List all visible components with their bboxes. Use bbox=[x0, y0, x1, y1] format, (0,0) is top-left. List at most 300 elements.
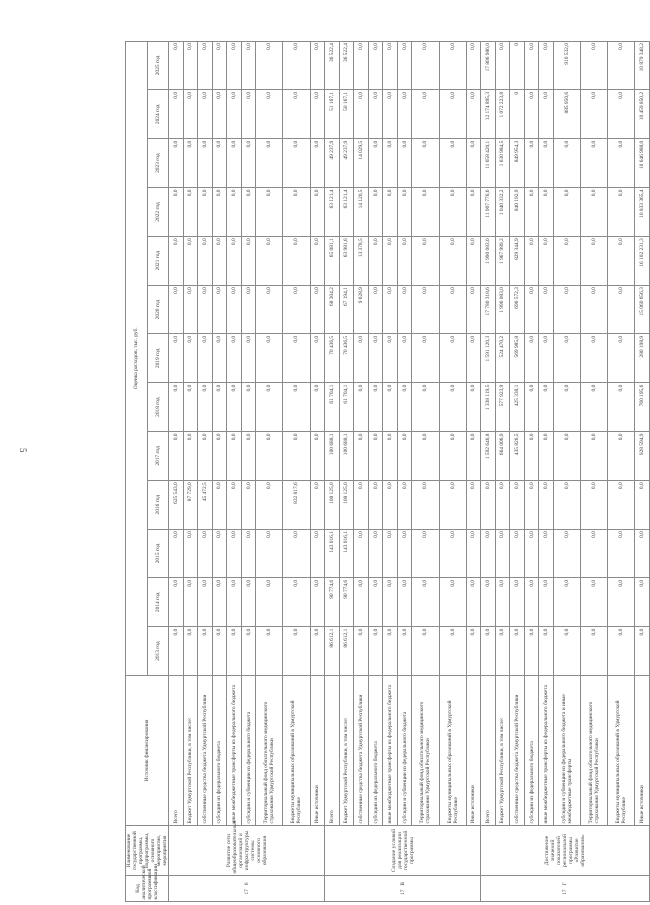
funding-source: Территориальный фонд обязательного медицинского страхования Удмуртской Республики bbox=[412, 676, 439, 826]
amount-cell: 0,0 bbox=[227, 236, 242, 285]
amount-cell: 86 612,1 bbox=[339, 627, 354, 676]
amount-cell: 0,0 bbox=[397, 529, 412, 578]
amount-cell: 68 304,2 bbox=[325, 285, 340, 334]
amount-cell: 0,0 bbox=[495, 627, 510, 676]
amount-cell: 0,0 bbox=[466, 236, 481, 285]
amount-cell: 0,0 bbox=[227, 41, 242, 90]
amount-cell: 0,0 bbox=[397, 188, 412, 237]
amount-cell: 0,0 bbox=[439, 480, 466, 529]
amount-cell: 0,0 bbox=[466, 432, 481, 481]
amount-cell: 0,0 bbox=[310, 578, 325, 627]
amount-cell: 0,0 bbox=[368, 188, 383, 237]
amount-cell: 0,0 bbox=[539, 480, 554, 529]
table-row bbox=[283, 41, 310, 901]
amount-cell: 0,0 bbox=[608, 90, 635, 139]
amount-cell: 108 125,0 bbox=[339, 480, 354, 529]
amount-cell: 0,0 bbox=[539, 139, 554, 188]
table-row bbox=[310, 41, 325, 901]
block-code-program: 17 bbox=[399, 889, 406, 895]
amount-cell: 885 950,6 bbox=[553, 90, 580, 139]
amount-cell: 0,0 bbox=[198, 529, 213, 578]
amount-cell: 0,0 bbox=[383, 627, 398, 676]
amount-cell: 0,0 bbox=[466, 90, 481, 139]
amount-cell: 0,0 bbox=[439, 529, 466, 578]
table-row bbox=[553, 41, 580, 901]
amount-cell: 0,0 bbox=[383, 480, 398, 529]
amount-cell: 0,0 bbox=[524, 383, 539, 432]
funding-source: Территориальный фонд обязательного медицинского страхования Удмуртской Республики bbox=[256, 676, 283, 826]
amount-cell: 0,0 bbox=[183, 90, 198, 139]
amount-cell: 0,0 bbox=[524, 529, 539, 578]
amount-cell: 0,0 bbox=[354, 41, 369, 90]
amount-cell: 0,0 bbox=[466, 41, 481, 90]
amount-cell: 0,0 bbox=[539, 90, 554, 139]
amount-cell: 1 040 332,2 bbox=[495, 188, 510, 237]
amount-cell: 0,0 bbox=[383, 285, 398, 334]
amount-cell: 0,0 bbox=[539, 41, 554, 90]
amount-cell: 10 646 988,0 bbox=[635, 139, 650, 188]
amount-cell: 0,0 bbox=[466, 627, 481, 676]
amount-cell: 0,0 bbox=[183, 529, 198, 578]
amount-cell: 0,0 bbox=[439, 627, 466, 676]
funding-source: Бюджеты муниципальных образований в Удмуртской Республике bbox=[439, 676, 466, 826]
amount-cell: 0,0 bbox=[310, 432, 325, 481]
amount-cell: 0,0 bbox=[539, 334, 554, 383]
amount-cell: 0,0 bbox=[256, 139, 283, 188]
amount-cell: 1 996 083,0 bbox=[495, 285, 510, 334]
amount-cell: 0,0 bbox=[212, 334, 227, 383]
amount-cell: 0,0 bbox=[581, 139, 608, 188]
amount-cell: 0,0 bbox=[635, 480, 650, 529]
amount-cell: 0,0 bbox=[481, 578, 496, 627]
block-name: Создание условий для реализации государственной программы bbox=[325, 826, 481, 876]
amount-cell: 0,0 bbox=[169, 627, 184, 676]
amount-cell: 0,0 bbox=[241, 41, 256, 90]
amount-cell: 0,0 bbox=[283, 529, 310, 578]
amount-cell: 0,0 bbox=[368, 41, 383, 90]
amount-cell: 63 981,6 bbox=[339, 236, 354, 285]
amount-cell: 11 658 420,1 bbox=[481, 139, 496, 188]
amount-cell: 36 522,4 bbox=[325, 41, 340, 90]
amount-cell: 0,0 bbox=[227, 90, 242, 139]
amount-cell: 0,0 bbox=[368, 285, 383, 334]
funding-source: Всего bbox=[325, 676, 340, 826]
amount-cell: 11 907 776,6 bbox=[481, 188, 496, 237]
amount-cell: 108 125,0 bbox=[325, 480, 340, 529]
table-row bbox=[383, 41, 398, 901]
header-year: 2025 год bbox=[147, 41, 169, 90]
block-code bbox=[325, 876, 481, 902]
table-row bbox=[339, 41, 354, 901]
amount-cell: 0,0 bbox=[510, 627, 525, 676]
amount-cell: 0,0 bbox=[397, 627, 412, 676]
amount-cell: 0,0 bbox=[368, 529, 383, 578]
amount-cell: 0,0 bbox=[283, 139, 310, 188]
amount-cell: 0,0 bbox=[310, 236, 325, 285]
amount-cell: 10 833 365,4 bbox=[635, 188, 650, 237]
amount-cell: 0,0 bbox=[368, 334, 383, 383]
amount-cell: 0,0 bbox=[354, 529, 369, 578]
amount-cell: 0,0 bbox=[212, 41, 227, 90]
amount-cell: 0,0 bbox=[241, 578, 256, 627]
amount-cell: 0,0 bbox=[635, 627, 650, 676]
amount-cell: 0,0 bbox=[198, 578, 213, 627]
amount-cell: 0,0 bbox=[608, 529, 635, 578]
amount-cell: 0,0 bbox=[412, 529, 439, 578]
amount-cell: 0,0 bbox=[466, 334, 481, 383]
amount-cell: 0,0 bbox=[241, 236, 256, 285]
amount-cell: 15 060 656,3 bbox=[635, 285, 650, 334]
amount-cell: 0,0 bbox=[524, 627, 539, 676]
amount-cell: 0,0 bbox=[227, 627, 242, 676]
amount-cell: 0,0 bbox=[310, 285, 325, 334]
amount-cell: 0,0 bbox=[354, 578, 369, 627]
amount-cell: 0,0 bbox=[581, 627, 608, 676]
amount-cell: 0 bbox=[510, 41, 525, 90]
amount-cell: 10 459 850,2 bbox=[635, 90, 650, 139]
amount-cell: 0,0 bbox=[439, 236, 466, 285]
amount-cell: 0,0 bbox=[524, 285, 539, 334]
amount-cell: 0,0 bbox=[212, 285, 227, 334]
amount-cell: 1 072 223,8 bbox=[495, 90, 510, 139]
amount-cell: 910 532,0 bbox=[553, 41, 580, 90]
amount-cell: 0,0 bbox=[241, 627, 256, 676]
amount-cell: 0,0 bbox=[539, 627, 554, 676]
amount-cell: 0,0 bbox=[169, 236, 184, 285]
amount-cell: 760 195,6 bbox=[635, 383, 650, 432]
table-row bbox=[466, 41, 481, 901]
amount-cell: 0,0 bbox=[553, 627, 580, 676]
amount-cell: 0,0 bbox=[397, 41, 412, 90]
amount-cell: 0,0 bbox=[183, 627, 198, 676]
amount-cell: 0,0 bbox=[635, 529, 650, 578]
block-code-sub: В bbox=[399, 882, 406, 886]
amount-cell: 0,0 bbox=[283, 285, 310, 334]
amount-cell: 0,0 bbox=[466, 139, 481, 188]
amount-cell: 0,0 bbox=[539, 236, 554, 285]
funding-source: субсидии из федерального бюджета bbox=[368, 676, 383, 826]
amount-cell: 0,0 bbox=[368, 90, 383, 139]
amount-cell: 0,0 bbox=[383, 188, 398, 237]
header-year: 2024 год bbox=[147, 90, 169, 139]
amount-cell: 0,0 bbox=[283, 90, 310, 139]
amount-cell: 0,0 bbox=[581, 285, 608, 334]
amount-cell: 0,0 bbox=[524, 334, 539, 383]
amount-cell: 0,0 bbox=[581, 529, 608, 578]
amount-cell: 0,0 bbox=[510, 578, 525, 627]
amount-cell: 0,0 bbox=[495, 41, 510, 90]
amount-cell: 0,0 bbox=[169, 139, 184, 188]
amount-cell: 0,0 bbox=[466, 480, 481, 529]
funding-source: иные межбюджетные трансферты из федерального бюджета bbox=[539, 676, 554, 826]
funding-source: иные межбюджетные трансферты из федерального бюджета bbox=[383, 676, 398, 826]
amount-cell: 0,0 bbox=[227, 285, 242, 334]
amount-cell: 0,0 bbox=[524, 139, 539, 188]
amount-cell: 0,0 bbox=[183, 236, 198, 285]
funding-source: субсидии из федерального бюджета bbox=[212, 676, 227, 826]
amount-cell: 0,0 bbox=[635, 578, 650, 627]
table-row bbox=[354, 41, 369, 901]
amount-cell: 0,0 bbox=[212, 480, 227, 529]
amount-cell: 0,0 bbox=[608, 139, 635, 188]
table-row bbox=[635, 41, 650, 901]
amount-cell: 0,0 bbox=[183, 334, 198, 383]
funding-source: собственные средства бюджета Удмуртской Республики bbox=[354, 676, 369, 826]
amount-cell: 425 338,1 bbox=[510, 383, 525, 432]
amount-cell: 0,0 bbox=[241, 139, 256, 188]
amount-cell: 0,0 bbox=[198, 188, 213, 237]
amount-cell: 0,0 bbox=[412, 627, 439, 676]
amount-cell: 0,0 bbox=[608, 578, 635, 627]
funding-source: субсидии и субвенции из федерального бюджета и иные межбюджетные трансферты bbox=[553, 676, 580, 826]
amount-cell: 0,0 bbox=[397, 236, 412, 285]
amount-cell: 0,0 bbox=[368, 578, 383, 627]
amount-cell: 0,0 bbox=[198, 139, 213, 188]
amount-cell: 0,0 bbox=[368, 236, 383, 285]
table-row bbox=[212, 41, 227, 901]
funding-source: иные межбюджетные трансферты из федерального бюджета bbox=[227, 676, 242, 826]
amount-cell: 0,0 bbox=[256, 627, 283, 676]
funding-source: Бюджет Удмуртской Республики, в том числе: bbox=[339, 676, 354, 826]
amount-cell: 696 572,3 bbox=[510, 285, 525, 334]
amount-cell: 0,0 bbox=[212, 529, 227, 578]
table-row bbox=[397, 41, 412, 901]
amount-cell: 0,0 bbox=[553, 383, 580, 432]
amount-cell: 0,0 bbox=[183, 432, 198, 481]
amount-cell: 0,0 bbox=[495, 578, 510, 627]
amount-cell: 1 990 083,0 bbox=[481, 236, 496, 285]
amount-cell: 87 729,0 bbox=[183, 480, 198, 529]
amount-cell: 0,0 bbox=[553, 285, 580, 334]
amount-cell: 9 628,9 bbox=[354, 285, 369, 334]
amount-cell: 0,0 bbox=[581, 383, 608, 432]
header-year: 2013 год bbox=[147, 627, 169, 676]
header-row bbox=[126, 41, 148, 901]
amount-cell: 0,0 bbox=[227, 529, 242, 578]
table-row bbox=[439, 41, 466, 901]
amount-cell: 0,0 bbox=[169, 578, 184, 627]
amount-cell: 0,0 bbox=[397, 432, 412, 481]
amount-cell: 832 817,6 bbox=[283, 480, 310, 529]
amount-cell: 0,0 bbox=[383, 578, 398, 627]
amount-cell: 0,0 bbox=[368, 480, 383, 529]
amount-cell: 0,0 bbox=[310, 480, 325, 529]
amount-cell: 0,0 bbox=[354, 627, 369, 676]
table-row bbox=[539, 41, 554, 901]
amount-cell: 0,0 bbox=[198, 432, 213, 481]
amount-cell: 0,0 bbox=[412, 334, 439, 383]
amount-cell: 0,0 bbox=[256, 285, 283, 334]
amount-cell: 0,0 bbox=[227, 480, 242, 529]
header-code: Код аналитической программной классификации bbox=[126, 876, 169, 902]
amount-cell: 0,0 bbox=[495, 529, 510, 578]
amount-cell: 0,0 bbox=[183, 188, 198, 237]
amount-cell: 849 954,3 bbox=[510, 139, 525, 188]
amount-cell: 143 016,1 bbox=[339, 529, 354, 578]
header-year: 2019 год bbox=[147, 334, 169, 383]
amount-cell: 0,0 bbox=[412, 236, 439, 285]
amount-cell: 0,0 bbox=[310, 334, 325, 383]
amount-cell: 0,0 bbox=[481, 627, 496, 676]
amount-cell: 0,0 bbox=[198, 627, 213, 676]
amount-cell: 577 923,9 bbox=[495, 383, 510, 432]
amount-cell: 0,0 bbox=[466, 188, 481, 237]
amount-cell: 1 592 646,8 bbox=[481, 432, 496, 481]
amount-cell: 0,0 bbox=[412, 480, 439, 529]
amount-cell: 0,0 bbox=[524, 480, 539, 529]
amount-cell: 0,0 bbox=[553, 480, 580, 529]
amount-cell: 0,0 bbox=[608, 480, 635, 529]
amount-cell: 0,0 bbox=[581, 41, 608, 90]
table-row bbox=[412, 41, 439, 901]
amount-cell: 0,0 bbox=[198, 285, 213, 334]
amount-cell: 0,0 bbox=[354, 383, 369, 432]
amount-cell: 0,0 bbox=[169, 90, 184, 139]
amount-cell: 0,0 bbox=[466, 529, 481, 578]
amount-cell: 90 774,6 bbox=[325, 578, 340, 627]
amount-cell: 1 338 119,5 bbox=[481, 383, 496, 432]
funding-source: субсидии и субвенции из федерального бюджета bbox=[241, 676, 256, 826]
amount-cell: 0,0 bbox=[524, 432, 539, 481]
amount-cell: 0,0 bbox=[169, 285, 184, 334]
amount-cell: 0,0 bbox=[397, 480, 412, 529]
amount-cell: 0,0 bbox=[608, 285, 635, 334]
amount-cell: 10 879 348,2 bbox=[635, 41, 650, 90]
table-row bbox=[325, 41, 340, 901]
rotated-table-wrapper bbox=[125, 42, 646, 902]
amount-cell: 0,0 bbox=[581, 578, 608, 627]
table-row bbox=[524, 41, 539, 901]
amount-cell: 0,0 bbox=[310, 383, 325, 432]
amount-cell: 0,0 bbox=[169, 188, 184, 237]
amount-cell: 829 344,9 bbox=[510, 236, 525, 285]
funding-source: Бюджеты муниципальных образований в Удмуртской Республике bbox=[283, 676, 310, 826]
funding-source: Бюджеты муниципальных образований в Удмуртской Республике bbox=[608, 676, 635, 826]
header-year: 2018 год bbox=[147, 383, 169, 432]
amount-cell: 0,0 bbox=[581, 236, 608, 285]
amount-cell: 0,0 bbox=[553, 578, 580, 627]
amount-cell: 0,0 bbox=[198, 383, 213, 432]
amount-cell: 0,0 bbox=[439, 578, 466, 627]
funding-source: Территориальный фонд обязательного медицинского страхования Удмуртской Республики bbox=[581, 676, 608, 826]
amount-cell: 0,0 bbox=[198, 236, 213, 285]
amount-cell: 0,0 bbox=[212, 90, 227, 139]
amount-cell: 16 102 231,3 bbox=[635, 236, 650, 285]
amount-cell: 49 237,9 bbox=[325, 139, 340, 188]
amount-cell: 0,0 bbox=[256, 383, 283, 432]
amount-cell: 0,0 bbox=[608, 334, 635, 383]
table-row bbox=[510, 41, 525, 901]
amount-cell: 0,0 bbox=[310, 627, 325, 676]
amount-cell: 0,0 bbox=[283, 334, 310, 383]
amount-cell: 0,0 bbox=[283, 578, 310, 627]
amount-cell: 0,0 bbox=[439, 90, 466, 139]
amount-cell: 0,0 bbox=[227, 383, 242, 432]
amount-cell: 524 470,2 bbox=[495, 334, 510, 383]
amount-cell: 0,0 bbox=[608, 188, 635, 237]
amount-cell: 0,0 bbox=[241, 480, 256, 529]
amount-cell: 13 378,5 bbox=[354, 236, 369, 285]
amount-cell: 0,0 bbox=[412, 41, 439, 90]
amount-cell: 0,0 bbox=[183, 578, 198, 627]
funding-source: Иные источники bbox=[310, 676, 325, 826]
amount-cell: 0,0 bbox=[383, 529, 398, 578]
header-year: 2014 год bbox=[147, 578, 169, 627]
amount-cell: 0,0 bbox=[466, 285, 481, 334]
amount-cell: 0,0 bbox=[553, 529, 580, 578]
header-year: 2016 год bbox=[147, 480, 169, 529]
amount-cell: 1 591 120,3 bbox=[481, 334, 496, 383]
amount-cell: 70 436,5 bbox=[339, 334, 354, 383]
amount-cell: 0,0 bbox=[481, 529, 496, 578]
amount-cell: 45 472,5 bbox=[198, 480, 213, 529]
amount-cell: 0,0 bbox=[241, 529, 256, 578]
table-row bbox=[198, 41, 213, 901]
amount-cell: 0,0 bbox=[354, 432, 369, 481]
amount-cell: 0,0 bbox=[183, 139, 198, 188]
amount-cell: 0,0 bbox=[439, 383, 466, 432]
header-name: Наименование государственной программы, подпрограммы, основного мероприятия, мероприятия bbox=[126, 826, 169, 876]
amount-cell: 0,0 bbox=[439, 432, 466, 481]
amount-cell: 0,0 bbox=[368, 383, 383, 432]
amount-cell: 0,0 bbox=[212, 383, 227, 432]
amount-cell: 0,0 bbox=[227, 334, 242, 383]
amount-cell: 0,0 bbox=[383, 90, 398, 139]
amount-cell: 0,0 bbox=[256, 480, 283, 529]
funding-source: Бюджет Удмуртской Республики, в том числе: bbox=[495, 676, 510, 826]
amount-cell: 0,0 bbox=[283, 627, 310, 676]
amount-cell: 280 198,9 bbox=[635, 334, 650, 383]
table-row bbox=[608, 41, 635, 901]
amount-cell: 0,0 bbox=[241, 285, 256, 334]
header-year: 2020 год bbox=[147, 285, 169, 334]
amount-cell: 100 688,1 bbox=[339, 432, 354, 481]
amount-cell: 0,0 bbox=[169, 529, 184, 578]
amount-cell: 100 688,1 bbox=[325, 432, 340, 481]
amount-cell: 0,0 bbox=[439, 139, 466, 188]
amount-cell: 0,0 bbox=[383, 236, 398, 285]
amount-cell: 0,0 bbox=[608, 627, 635, 676]
amount-cell: 0,0 bbox=[524, 578, 539, 627]
amount-cell: 0,0 bbox=[256, 90, 283, 139]
amount-cell: 0,0 bbox=[581, 480, 608, 529]
amount-cell: 0,0 bbox=[383, 383, 398, 432]
amount-cell: 0,0 bbox=[439, 41, 466, 90]
amount-cell: 0,0 bbox=[524, 188, 539, 237]
amount-cell: 0,0 bbox=[539, 383, 554, 432]
amount-cell: 0,0 bbox=[412, 188, 439, 237]
amount-cell: 0 bbox=[510, 90, 525, 139]
amount-cell: 0,0 bbox=[283, 188, 310, 237]
table-row bbox=[368, 41, 383, 901]
table-row bbox=[169, 41, 184, 901]
amount-cell: 0,0 bbox=[524, 41, 539, 90]
amount-cell: 51 167,1 bbox=[325, 90, 340, 139]
amount-cell: 0,0 bbox=[256, 432, 283, 481]
funding-source: Иные источники bbox=[635, 676, 650, 826]
amount-cell: 0,0 bbox=[310, 188, 325, 237]
table-row bbox=[256, 41, 283, 901]
amount-cell: 0,0 bbox=[241, 188, 256, 237]
page-number: 5 bbox=[18, 448, 28, 453]
header-year: 2022 год bbox=[147, 188, 169, 237]
block-code bbox=[169, 876, 325, 902]
amount-cell: 0,0 bbox=[397, 285, 412, 334]
amount-cell: 0,0 bbox=[283, 383, 310, 432]
amount-cell: 0,0 bbox=[439, 285, 466, 334]
amount-cell: 0,0 bbox=[397, 383, 412, 432]
amount-cell: 0,0 bbox=[553, 334, 580, 383]
